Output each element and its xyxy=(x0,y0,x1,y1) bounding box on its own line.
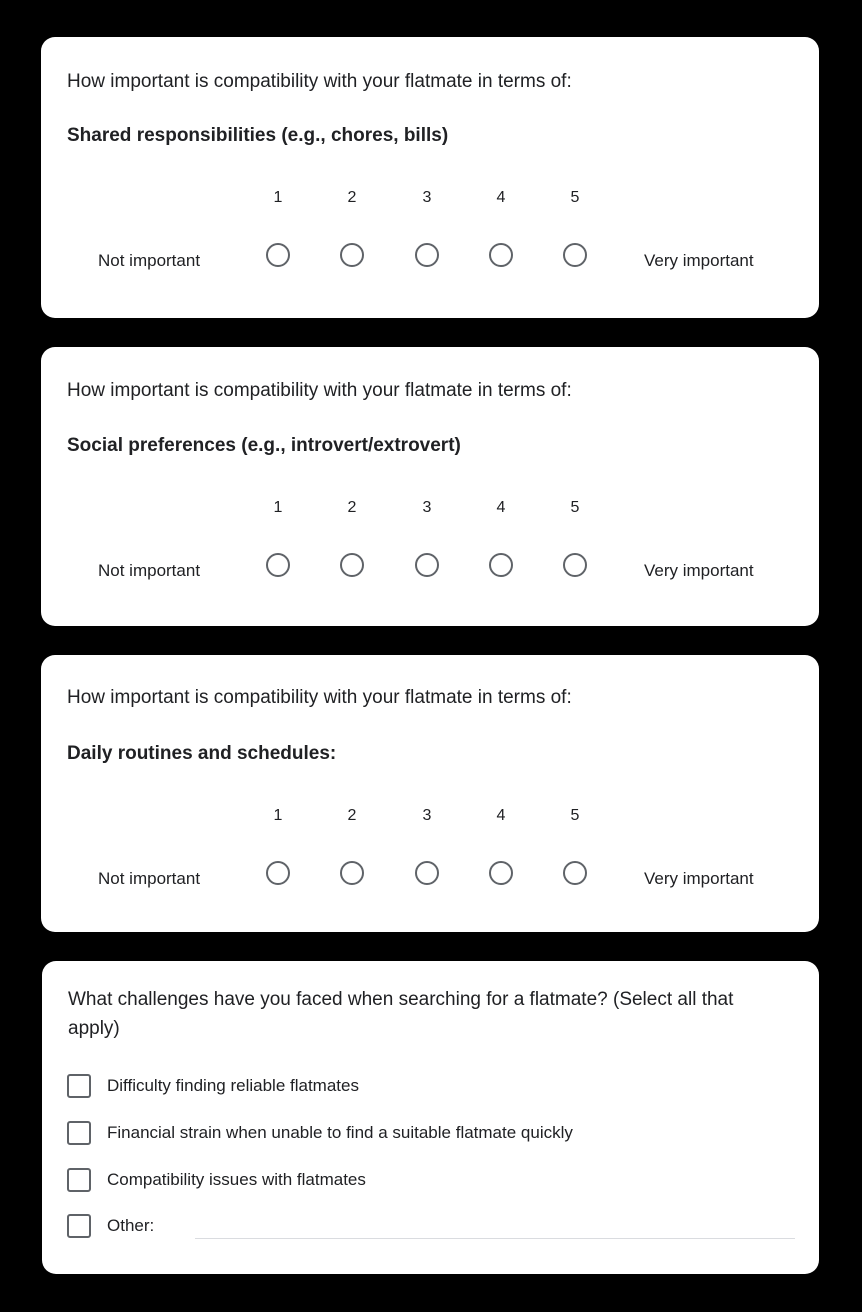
checkbox-option-label: Financial strain when unable to find a suitable flatmate quickly xyxy=(107,1123,573,1142)
question-text: What challenges have you faced when searching for a flatmate? (Select all that apply) xyxy=(68,989,734,1039)
scale-number-3: 3 xyxy=(422,499,432,516)
scale-number-5: 5 xyxy=(570,499,580,516)
scale-number-5: 5 xyxy=(570,189,580,206)
scale-number-2: 2 xyxy=(347,499,357,516)
scale-high-label: Very important xyxy=(644,869,754,888)
checkbox[interactable] xyxy=(67,1214,91,1238)
radio-option-1[interactable] xyxy=(266,243,290,267)
question-card-challenges xyxy=(42,961,819,1274)
scale-number-4: 4 xyxy=(496,499,506,516)
scale-high-label: Very important xyxy=(644,561,754,580)
scale-number-1: 1 xyxy=(273,499,283,516)
question-subtitle: Social preferences (e.g., introvert/extrovert) xyxy=(67,435,461,456)
checkbox[interactable] xyxy=(67,1121,91,1145)
scale-number-4: 4 xyxy=(496,807,506,824)
radio-option-5[interactable] xyxy=(563,243,587,267)
scale-high-label: Very important xyxy=(644,251,754,270)
checkbox[interactable] xyxy=(67,1074,91,1098)
checkbox-option-label: Other: xyxy=(107,1216,155,1235)
checkbox[interactable] xyxy=(67,1168,91,1192)
question-card-daily-routines xyxy=(41,655,819,932)
radio-option-1[interactable] xyxy=(266,861,290,885)
scale-number-2: 2 xyxy=(347,189,357,206)
scale-number-5: 5 xyxy=(570,807,580,824)
scale-number-1: 1 xyxy=(273,189,283,206)
radio-option-4[interactable] xyxy=(489,861,513,885)
scale-number-4: 4 xyxy=(496,189,506,206)
question-card-shared-responsibilities xyxy=(41,37,819,318)
radio-option-5[interactable] xyxy=(563,553,587,577)
radio-option-2[interactable] xyxy=(340,553,364,577)
question-card-social-preferences xyxy=(41,347,819,626)
radio-option-4[interactable] xyxy=(489,243,513,267)
checkbox-option-compatibility[interactable] xyxy=(67,1168,366,1192)
question-subtitle: Shared responsibilities (e.g., chores, bills) xyxy=(67,125,449,146)
scale-low-label: Not important xyxy=(98,869,201,888)
radio-option-3[interactable] xyxy=(415,861,439,885)
scale-low-label: Not important xyxy=(98,251,201,270)
question-text: How important is compatibility with your flatmate in terms of: xyxy=(67,687,572,708)
radio-option-2[interactable] xyxy=(340,243,364,267)
radio-option-4[interactable] xyxy=(489,553,513,577)
checkbox-option-label: Difficulty finding reliable flatmates xyxy=(107,1076,359,1095)
scale-number-3: 3 xyxy=(422,189,432,206)
scale-number-3: 3 xyxy=(422,807,432,824)
radio-option-3[interactable] xyxy=(415,553,439,577)
question-text: How important is compatibility with your flatmate in terms of: xyxy=(67,380,572,401)
radio-option-2[interactable] xyxy=(340,861,364,885)
radio-option-1[interactable] xyxy=(266,553,290,577)
scale-low-label: Not important xyxy=(98,561,201,580)
scale-number-2: 2 xyxy=(347,807,357,824)
checkbox-option-other[interactable] xyxy=(67,1214,154,1238)
checkbox-option-financial[interactable] xyxy=(67,1121,573,1145)
scale-number-1: 1 xyxy=(273,807,283,824)
other-text-input[interactable] xyxy=(195,1238,795,1239)
checkbox-option-label: Compatibility issues with flatmates xyxy=(107,1170,366,1189)
question-subtitle: Daily routines and schedules: xyxy=(67,743,337,764)
radio-option-5[interactable] xyxy=(563,861,587,885)
radio-option-3[interactable] xyxy=(415,243,439,267)
question-text: How important is compatibility with your flatmate in terms of: xyxy=(67,71,572,92)
checkbox-option-reliable[interactable] xyxy=(67,1074,359,1098)
